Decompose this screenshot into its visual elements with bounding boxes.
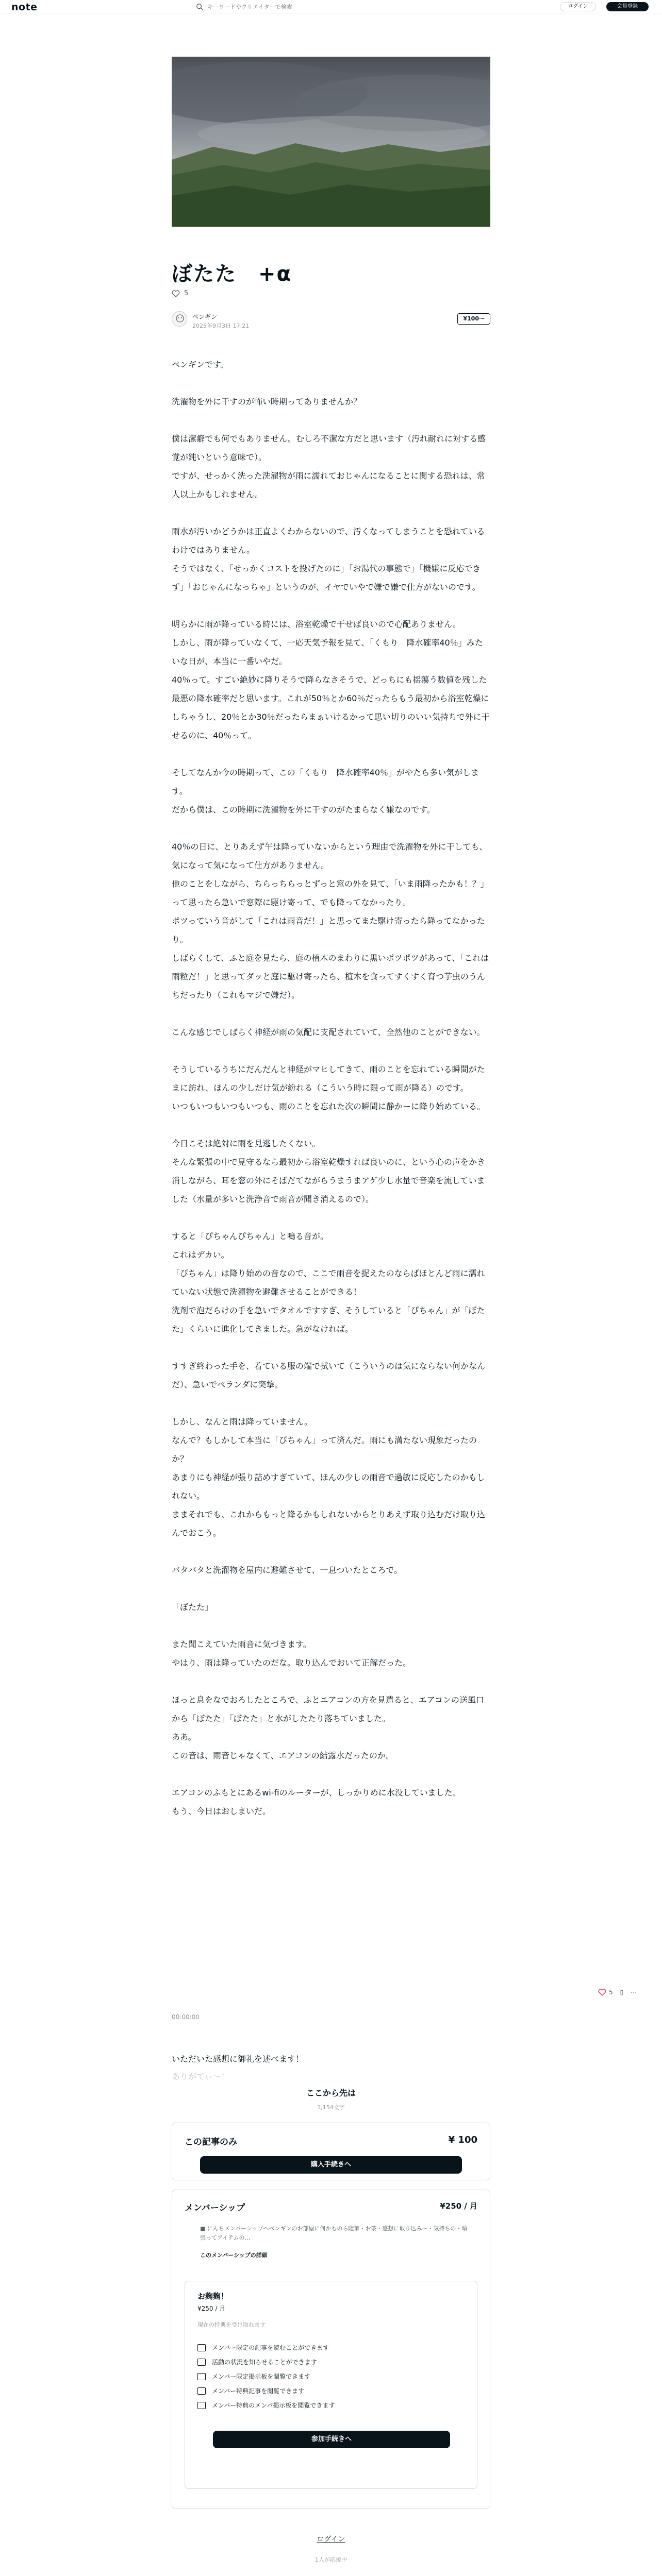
teaser-faded-line: ありがてぃ〜！ [172,2072,229,2081]
article-paragraph: 「ぼたた」 [172,1602,213,1612]
chat-icon [197,2402,206,2409]
article-paragraph: 僕は潔癖でも何でもありません。むしろ不潔な方だと思います（汚れ耐れに対する感覚が鈍いという意味で）。 ですが、せっかく洗った洗濯物が雨に濡れておじゃんになることに関する恐れは、常人以上かもしれません。 [172,434,486,499]
document-icon [197,2344,206,2351]
supporter-count: 1人が応援中 [315,2556,347,2563]
note-logo[interactable]: note [11,2,38,13]
article-body [172,355,490,1839]
audio-time: 00:00:00 [172,2013,200,2021]
search-icon [196,3,203,10]
benefit-item: 活動の状況を知らせることができます [197,2358,317,2366]
article-paragraph: そしてなんか今の時期って、この「くもり 降水確率40％」がやたら多い気がします。 だから僕は、この時期に洗濯物を外に干すのがたまらなく嫌なのです。 [172,768,479,815]
membership-detail-link[interactable]: このメンバーシップの詳細 [200,2252,268,2259]
bookmark-icon[interactable]: ▯ [620,1989,624,1996]
side-actions [598,1989,637,1996]
signup-button[interactable]: 会員登録 [606,2,649,11]
site-header [0,0,662,13]
side-like[interactable] [598,1989,613,1996]
author-name[interactable]: ペンギン [192,313,217,320]
membership-plan [185,2281,477,2489]
membership-description: ■ にんちメンバーシップへペンギンのお部屋に何かものら随筆・お茶・感想に取り込み～・気持ちの・頑張ってアイテムの… [200,2225,468,2241]
search-input[interactable] [207,4,455,10]
plan-price: ¥250 / 月 [197,2305,226,2312]
membership-title: メンバーシップ [185,2203,245,2213]
article-paragraph: ペンギンです。 [172,360,229,369]
like-count: 5 [184,290,189,297]
article-paragraph: すると「ぴちゃんぴちゃん」と鳴る音が。 これはデカい。 「ぴちゃん」は降り始めの音なので、ここで雨音を捉えたのならばほとんど雨に濡れていない状態で洗濯物を避難させることができる！ 洗剤で泡だらけの手を急いでタオルですすぎ、そうしていると「ぴちゃん」が「ぼたた」くらいに進化してきました。急がなければ。 [172,1231,485,1334]
buy-button[interactable]: 購入手続きへ [200,2156,462,2174]
search-bar[interactable] [196,2,464,12]
author-avatar[interactable] [172,311,187,327]
article-paragraph: エアコンのふもとにあるwi-fiのルーターが、しっかりめに水没していました。 もう、今日はおしまいだ。 [172,1788,461,1816]
more-icon[interactable]: ⋯ [631,1989,637,1996]
article-icon [197,2387,206,2395]
paywall-login-link[interactable]: ログイン [317,2535,345,2544]
membership-card [172,2190,490,2509]
article-paragraph: 洗濯物を外に干すのが怖い時期ってありませんか？ [172,397,362,406]
join-button[interactable]: 参加手続きへ [213,2431,450,2448]
board-icon [197,2373,206,2380]
teaser-line: いただいた感想に御礼を述べます！ [172,2054,304,2064]
benefit-item: メンバー限定掲示板を閲覧できます [197,2372,310,2381]
heart-icon [598,1989,606,1996]
benefit-item: メンバー限定の記事を読むことができます [197,2343,329,2352]
article-paragraph: 明らかに雨が降っている時には、浴室乾燥で干せば良いので心配ありません。 しかし、雨が降っていなくて、一応天気予報を見て、「くもり 降水確率40％」みたいな日が、本当に一番いやだ。 40％って。すごい絶妙に降りそうで降らなさそうで、どっちにも揺蕩う数値を残した最悪の降水確率だと思います。これが50％とか60％だったらもう最初から浴室乾燥にしちゃうし、20％とか30％だったらまぁいけるかって思い切りのいい気持ちで外に干せるのに、40％って。 [172,619,490,740]
article-paragraph: 40％の日に、とりあえず午は降っていないからという理由で洗濯物を外に干しても、気になって気になって仕方がありません。 他のことをしながら、ちらっちらっとずっと窓の外を見て、「いま雨降ったかも！？」って思ったら急いで窓際に駆け寄って、でも降ってなかったり。 ポツっていう音がして「これは雨音だ！」と思ってまた駆け寄ったら降ってなかったり。 しばらくして、ふと庭を見たら、庭の植木のまわりに黒いポツポツがあって、「これは雨粒だ！」と思ってダッと庭に駆け寄ったら、植木を食ってすくすく育つ芋虫のうんちだったり（これもマジで嫌だ）。 [172,842,489,1000]
article-paragraph: こんな感じでしばらく神経が雨の気配に支配されていて、全然他のことができない。 [172,1027,485,1037]
plan-name: お麹麹！ [197,2292,229,2301]
login-button[interactable]: ログイン [560,2,596,11]
price-badge[interactable]: ¥100〜 [457,313,490,325]
signal-icon [197,2359,206,2366]
article-paragraph: 雨水が汚いかどうかは正直よくわからないので、汚くなってしまうことを恐れているわけではありません。 そうではなく、「せっかくコストを投げたのに」「お湯代の事態で」「機嫌に反応できず」「おじゃんになっちゃ」というのが、イヤでいやで嫌で嫌で仕方がないのです。 [172,527,485,592]
like-summary[interactable] [172,290,188,297]
article-paragraph: すすぎ終わった手を、着ている服の端で拭いて（こういうのは気にならない何かなんだ）、急いでベランダに突撃。 [172,1361,486,1389]
paywall-heading: ここから先は [306,2088,356,2098]
plan-note: 現在の特典を受け取れます [197,2321,266,2328]
article-paragraph: そうしているうちにだんだんと神経がマヒしてきて、雨のことを忘れている瞬間がたまに訪れ、ほんの少しだけ気が紛れる（こういう時に限って雨が降る）のです。 いつもいつもいつもいつも、雨のことを忘れた次の瞬間に静かーに降り始めている。 [172,1064,486,1111]
membership-price: ¥250 / 月 [440,2201,477,2211]
article-title: ぼたた +α [172,262,292,286]
article-paragraph: また聞こえていた雨音に気づきます。 やはり、雨は降っていたのだな。取り込んでおいて正解だった。 [172,1639,411,1668]
article-paragraph: ほっと息をなでおろしたところで、ふとエアコンの方を見遣ると、エアコンの送風口から「ぼたた」「ぼたた」と水がしたたり落ちていました。 ああ。 この音は、雨音じゃなくて、エアコンの結露水だったのか。 [172,1695,484,1760]
side-like-count: 5 [609,1989,613,1996]
article-paragraph: 今日こそは絶対に雨を見逃したくない。 そんな緊張の中で見守るなら最初から浴室乾燥すれば良いのに、という心の声をかき消しながら、耳を窓の外にそばだてながらうまうまアゲ少し水量で音楽を流していました（水量が多いと洗浄音で雨音が聞き消えるので）。 [172,1139,486,1204]
benefit-item: メンバー特典記事を閲覧できます [197,2386,304,2395]
publish-date: 2025年9月3日 17:21 [192,323,250,329]
single-purchase-title: この記事のみ [185,2137,237,2147]
hero-image [172,57,490,227]
paywall-char-count: 1,154文字 [317,2104,345,2111]
paywall-teaser [172,2050,490,2086]
benefit-item: メンバー特典のメンバ掲示板を閲覧できます [197,2401,335,2410]
article-paragraph: バタバタと洗濯物を屋内に避難させて、一息ついたところで。 [172,1565,403,1575]
single-purchase-card [172,2123,490,2180]
heart-icon [172,290,180,297]
article-paragraph: しかし、なんと雨は降っていません。 なんで？もしかして本当に「ぴちゃん」って済んだ。雨にも満たない現象だったのか？ あまりにも神経が張り詰めすぎていて、ほんの少しの雨音で過敏に反応したのかもしれない。 ままそれでも、これからもっと降るかもしれないからとりあえず取り込むだけ取り込んでおこう。 [172,1417,486,1538]
single-purchase-price: ¥ 100 [448,2134,477,2145]
author-row [172,309,490,333]
